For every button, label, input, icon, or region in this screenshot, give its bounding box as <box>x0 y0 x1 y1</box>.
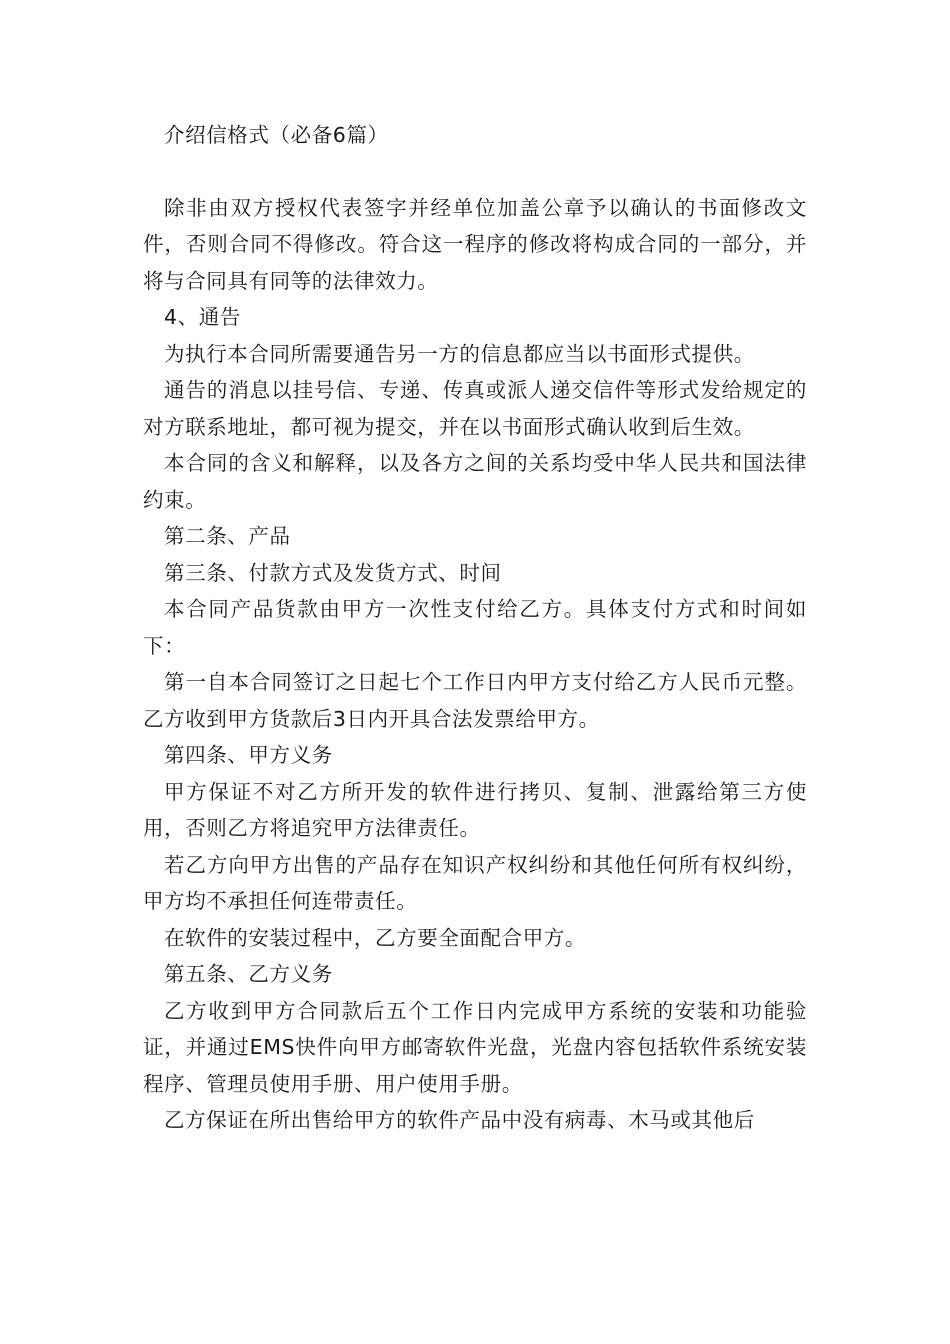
paragraph: 乙方保证在所出售给甲方的软件产品中没有病毒、木马或其他后 <box>164 1108 755 1132</box>
paragraph: 甲方保证不对乙方所开发的软件进行拷贝、复制、泄露给第三方使用，否则乙方将追究甲方法律责任。 <box>143 779 807 840</box>
section-heading: 第四条、甲方义务 <box>164 743 333 767</box>
paragraph: 若乙方向甲方出售的产品存在知识产权纠纷和其他任何所有权纠纷，甲方均不承担任何连带责任。 <box>143 852 807 913</box>
section-heading: 第三条、付款方式及发货方式、时间 <box>164 560 502 585</box>
section-heading: 第二条、产品 <box>164 524 291 548</box>
section-heading: 4、通告 <box>164 305 241 329</box>
paragraph: 本合同的含义和解释，以及各方之间的关系均受中华人民共和国法律约束。 <box>143 451 807 512</box>
paragraph: 第一自本合同签订之日起七个工作日内甲方支付给乙方人民币元整。乙方收到甲方货款后3日内开具合法发票给甲方。 <box>143 670 807 731</box>
paragraph: 为执行本合同所需要通告另一方的信息都应当以书面形式提供。 <box>164 341 755 366</box>
section-heading: 第五条、乙方义务 <box>164 962 333 986</box>
paragraph: 通告的消息以挂号信、专递、传真或派人递交信件等形式发给规定的对方联系地址，都可视为提交，并在以书面形式确认收到后生效。 <box>143 378 807 439</box>
document-title: 介绍信格式（必备6篇） <box>164 123 389 147</box>
paragraph: 在软件的安装过程中，乙方要全面配合甲方。 <box>164 925 586 950</box>
paragraph: 乙方收到甲方合同款后五个工作日内完成甲方系统的安装和功能验证，并通过EMS快件向甲方邮寄软件光盘，光盘内容包括软件系统安装程序、管理员使用手册、用户使用手册。 <box>143 998 807 1096</box>
document-body <box>143 117 807 1139</box>
paragraph: 除非由双方授权代表签字并经单位加盖公章予以确认的书面修改文件，否则合同不得修改。符合这一程序的修改将构成合同的一部分，并将与合同具有同等的法律效力。 <box>143 195 807 293</box>
paragraph: 本合同产品货款由甲方一次性支付给乙方。具体支付方式和时间如下： <box>143 597 807 658</box>
